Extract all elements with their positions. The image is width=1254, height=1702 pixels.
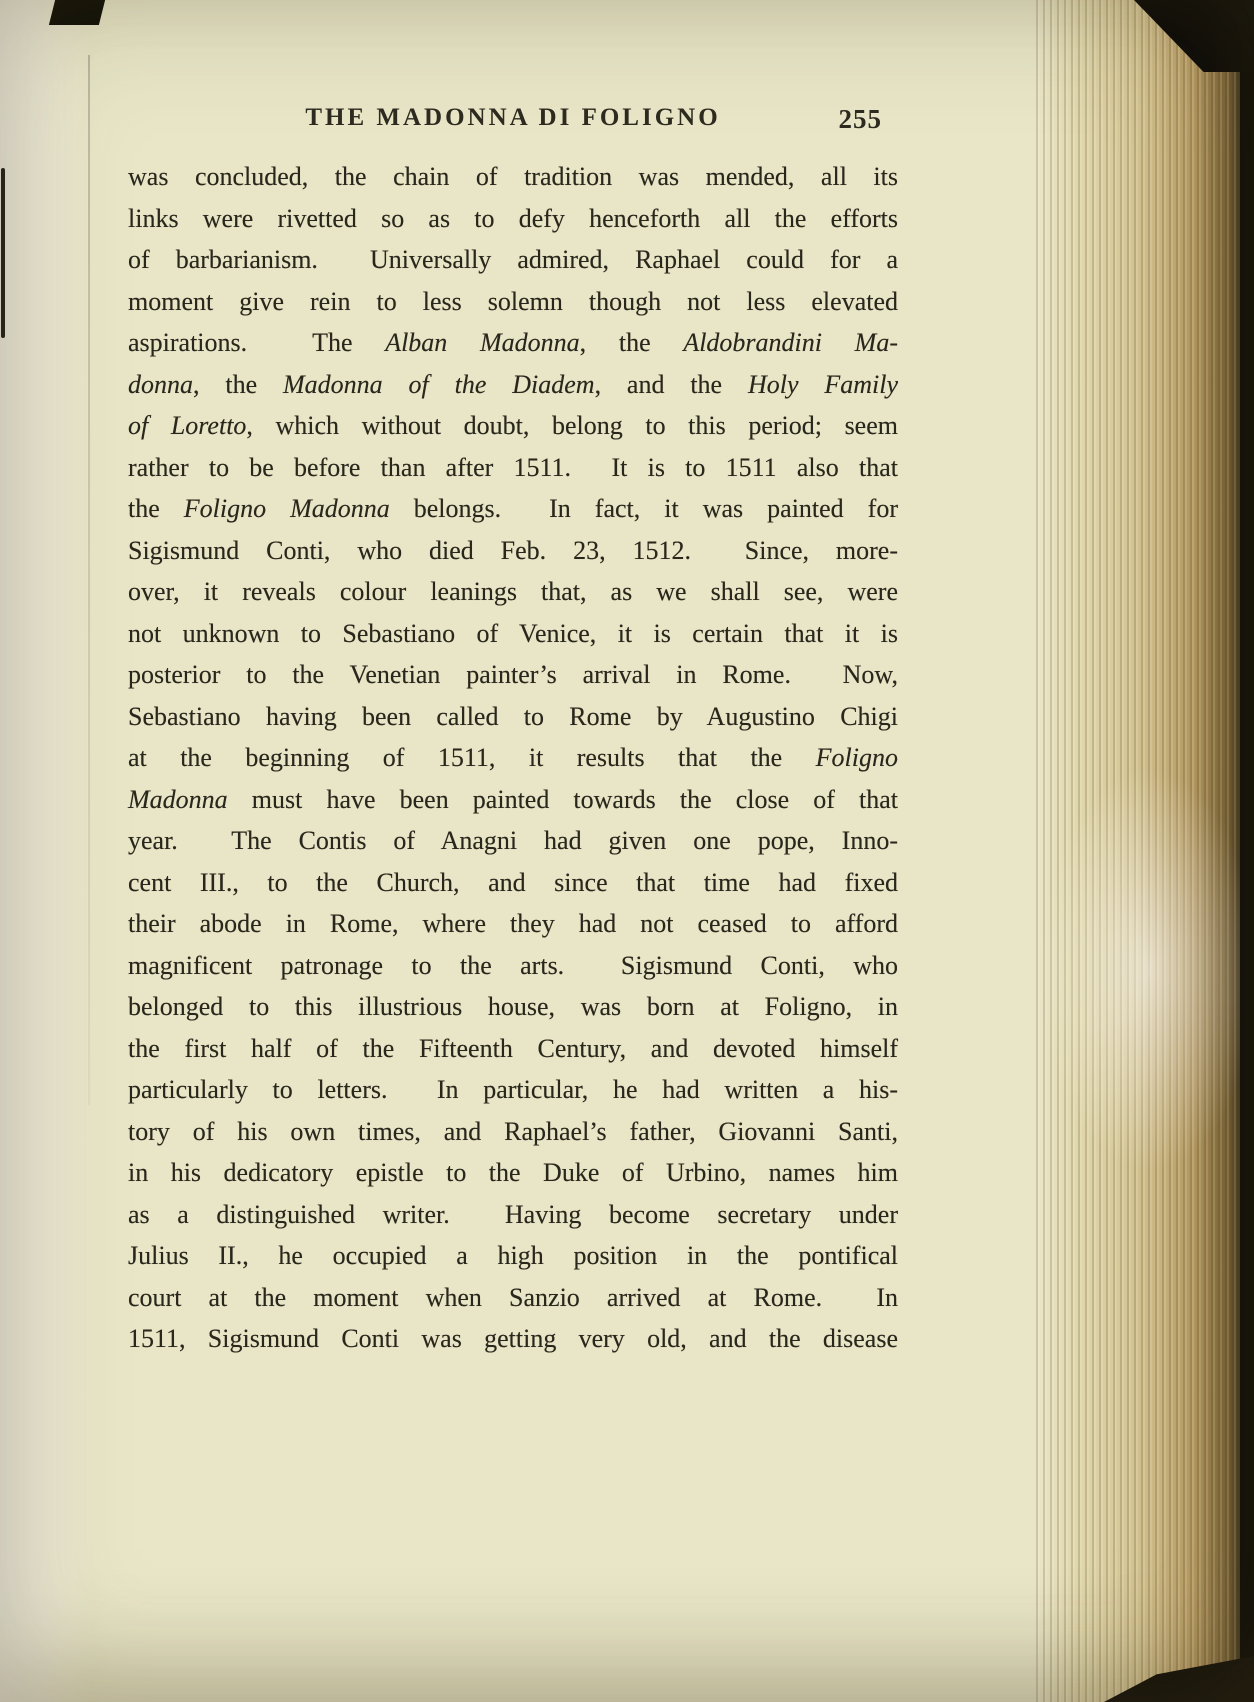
text-segment: belonged to this illustrious house, was born at Foligno, in [128,992,898,1021]
text-line [128,405,898,447]
text-segment: magnificent patronage to the arts. Sigismund Conti, who [128,950,898,980]
text-segment: not unknown to Sebastiano of Venice, it is certain that it is [128,618,898,648]
text-segment: year. The Contis of Anagni had given one pope, Inno- [128,826,898,855]
text-line [128,1318,898,1360]
page-number: 255 [838,104,882,134]
text-line [128,613,898,655]
text-segment: posterior to the Venetian painter’s arrival in Rome. Now, [128,660,898,689]
text-line [128,903,898,945]
text-segment: court at the moment when Sanzio arrived at Rome. In [128,1282,898,1312]
text-line [128,1194,898,1236]
text-segment: as a distinguished writer. Having become secretary under [128,1199,898,1229]
italic-text: Foligno [815,743,898,772]
text-segment: , the [579,328,684,357]
text-segment: the first half of the Fifteenth Century, and devoted himself [128,1033,898,1063]
left-edge-mark [1,168,5,338]
text-line [128,239,898,281]
text-line [128,986,898,1028]
text-line [128,488,898,530]
text-line [128,1152,898,1194]
text-segment: in his dedicatory epistle to the Duke of Urbino, names him [128,1158,898,1187]
text-segment: 1511, Sigismund Conti was getting very old, and the disease [128,1324,898,1353]
text-line [128,198,898,240]
italic-text: of Loretto [128,411,247,440]
text-line [128,654,898,696]
text-line [128,1028,898,1070]
text-segment: , which without doubt, belong to this period; seem [246,411,898,440]
text-line [128,779,898,821]
right-edge-shadow [1240,0,1254,1702]
text-segment: at the beginning of 1511, it results that the [128,743,816,772]
text-line [128,1111,898,1153]
text-line [128,1235,898,1277]
text-line [128,571,898,613]
text-segment: of barbarianism. Universally admired, Raphael could for a [128,245,898,274]
text-line [128,447,898,489]
page-header [128,104,898,144]
text-line [128,156,898,198]
text-segment: , and the [594,369,748,399]
text-line [128,364,898,406]
text-segment: must have been painted towards the close of that [227,784,898,814]
text-segment: cent III., to the Church, and since that time had fixed [128,867,898,897]
top-left-corner-shadow [49,0,105,25]
text-segment: the [128,494,184,523]
italic-text: Madonna [128,784,228,814]
book-fore-edge-pages [1036,0,1254,1702]
text-segment: over, it reveals colour leanings that, as we shall see, were [128,577,898,606]
text-segment: moment give rein to less solemn though not less elevated [128,286,898,316]
text-line [128,862,898,904]
text-line [128,1277,898,1319]
text-line [128,737,898,779]
text-segment: belongs. In fact, it was painted for [389,494,898,523]
text-segment: rather to be before than after 1511. It is to 1511 also that [128,452,898,482]
text-segment: Julius II., he occupied a high position in the pontifical [128,1241,898,1270]
text-segment: Sigismund Conti, who died Feb. 23, 1512. Since, more- [128,535,898,565]
text-line [128,820,898,862]
text-line [128,1069,898,1111]
running-title: THE MADONNA DI FOLIGNO [305,104,721,131]
text-line [128,322,898,364]
text-segment: aspirations. The [128,328,386,357]
text-segment: particularly to letters. In particular, he had written a his- [128,1075,898,1104]
text-segment: , the [193,369,283,399]
text-line [128,281,898,323]
italic-text: donna [128,369,193,399]
text-line [128,696,898,738]
text-segment: was concluded, the chain of tradition was mended, all its [128,162,898,191]
text-segment: links were rivetted so as to defy henceforth all the efforts [128,203,898,233]
left-margin-strip [0,0,92,1702]
italic-text: Holy Family [747,369,899,399]
text-line [128,530,898,572]
text-block [128,156,898,1360]
text-line [128,945,898,987]
gutter-crease [88,55,90,1105]
text-segment: their abode in Rome, where they had not ceased to afford [128,909,898,938]
text-segment: tory of his own times, and Raphael’s father, Giovanni Santi, [128,1116,898,1146]
italic-text: Alban Madonna [385,328,580,357]
text-segment: Sebastiano having been called to Rome by Augustino Chigi [128,701,898,731]
italic-text: Madonna of the Diadem [283,369,595,399]
italic-text: Aldobrandini Ma- [683,328,898,357]
italic-text: Foligno Madonna [183,494,390,523]
